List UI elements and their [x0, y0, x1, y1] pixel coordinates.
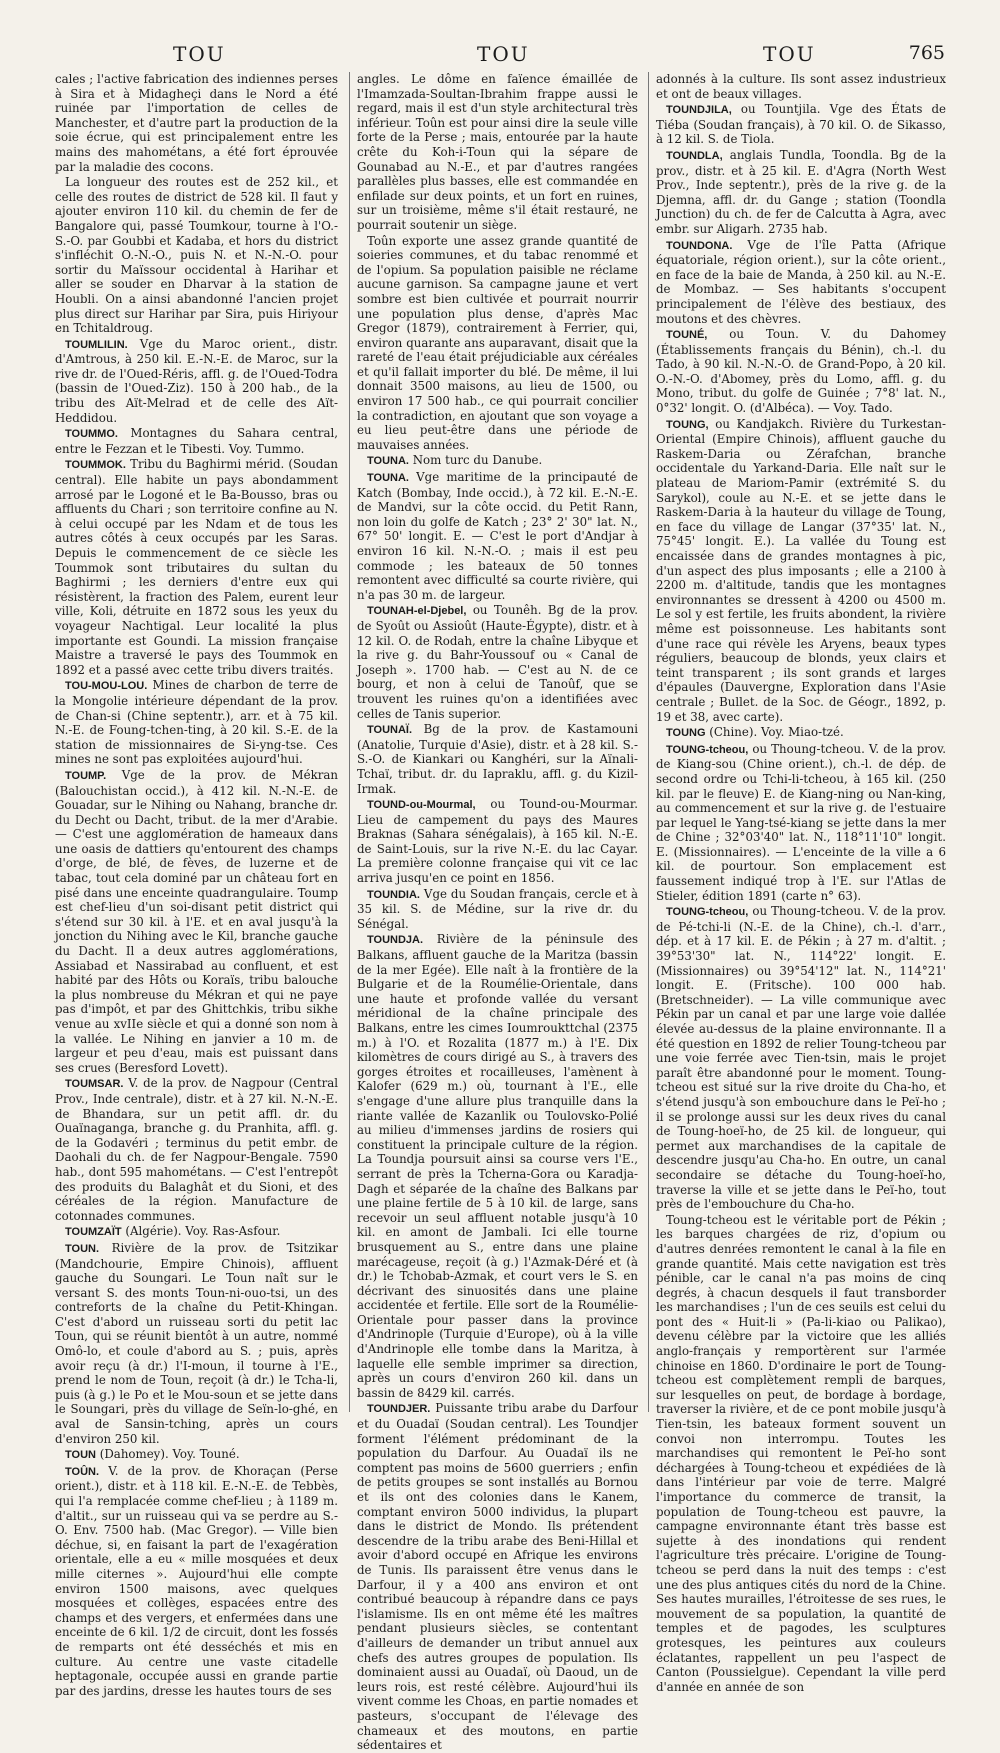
- entry-headword: TOUNDJILA,: [666, 104, 732, 117]
- dictionary-entry: [55, 72, 338, 174]
- entry-text: Rivière de la prov. de Tsitzikar (Mandchourie, Empire Chinois), affluent gauche du Soungari. Le Toun naît sur le versant S. des monts Toun-ni-ouo-tsi, un des contreforts de la chaîne du Petit-Khingan. C'est d'abord un ruisseau sorti du petit lac Toun, qui se réunit bientôt à un autre, nommé Omô-lo, et coule d'abord au S. ; puis, après avoir reçu (à dr.) l'I-moun, il tourne à l'E., prend le nom de Toun, reçoit (à dr.) le Tcha-li, puis (à g.) le Po et le Mou-soun et se jette dans le Soungari, près du village de Seïn-lo-ghé, en aval de Sansin-tching, après un cours d'environ 250 kil.: [55, 1240, 339, 1446]
- dictionary-entry: [656, 725, 946, 741]
- entry-text: Bg de la prov. de Kastamouni (Anatolie, Turquie d'Asie), distr. et à 28 kil. S.-S.-O. de Kiankari ou Kanghéri, sur la Aïnali-Tchaï, tribut. dr. du Iapraklu, affl. g. du Kizil-Irmak.: [357, 722, 638, 796]
- entry-text: ou Tountjila. Vge des États de Tiéba (Soudan français), à 70 kil. O. de Sikasso, à 12 kil. S. de Tiola.: [656, 102, 947, 147]
- dictionary-entry: [55, 768, 338, 1075]
- dictionary-entry: [357, 797, 638, 886]
- entry-headword: TOUNG,: [666, 418, 709, 431]
- entry-text: angles. Le dôme en faïence émaillée de l'Imamzada-Soultan-Ibrahim frappe aussi le regard, mais il est d'un style architectural très inférieur. Toûn est pour ainsi dire la seule ville forte de la Perse ; mais, entourée par la haute crête du Koh-i-Toun qui la sépare de Gounabad au N.-E., et par d'autres rangées parallèles plus basses, elle est commandée en enfilade sur deux points, et un fort en ruines, sur un troisième, même s'il était restauré, ne pourrait soutenir un siège.: [357, 72, 638, 232]
- entry-headword: TOUNG-tcheou,: [666, 906, 749, 919]
- entry-headword: TOUND-ou-Mourmal,: [367, 799, 476, 812]
- entry-text: ou Kandjakch. Rivière du Turkestan-Oriental (Empire Chinois), affluent gauche du Raskem-Daria ou Zérafchan, branche occidentale du Yarkand-Daria. Elle naît sur le plateau de Mariom-Pamir (extrémité S. du Sarykol), coule au N.-E. et se jette dans le Raskem-Daria à la hauteur du village de Toung, en face du village de Langar (37°35' lat. N., 75°45' longit. E.). La vallée du Toung est encaissée dans de grandes montagnes à pic, d'un aspect des plus imposants ; elle a 2100 à 2200 m. d'altitude, tandis que les montagnes environnantes se dressent à 4200 ou 4500 m. Le sol y est fertile, les fruits abondent, la rivière même est poissonneuse. Les habitants sont d'une race qui révèle les Aryens, beaux types réguliers, beaucoup de blonds, yeux clairs et teint transparent ; ils sont grands et larges d'épaules (Dauvergne, Exploration dans l'Asie centrale ; Bullet. de la Soc. de Géogr., 1892, p. 19 et 38, avec carte).: [656, 416, 946, 724]
- dictionary-entry: [357, 470, 638, 602]
- dictionary-entry: [357, 932, 638, 1400]
- entry-text: ou Thoung-tcheou. V. de la prov. de Kiang-sou (Chine orient.), ch.-l. de dép. de second ordre ou Tchi-li-tcheou, à 165 kil. (250 kil. par le fleuve) E. de Kiang-ning ou Nan-king, au commencement et sur la rive g. de l'estuaire par lequel le Yang-tsé-kiang se jette dans la mer de Chine ; 32°03'40" lat. N., 118°11'10" longit. E. (Missionnaires). — L'enceinte de la ville a 6 kil. de pourtour. Son emplacement est faussement indiqué trop à l'E. sur l'Atlas de Stieler, édition 1891 (carte n° 63).: [656, 741, 946, 903]
- entry-headword: TOUMMO.: [65, 428, 118, 441]
- entry-text: (Algérie). Voy. Ras-Asfour.: [125, 1224, 281, 1239]
- column-2: [349, 72, 639, 1753]
- entry-text: Mines de charbon de terre de la Mongolie intérieure dépendant de la prov. de Chan-si (Chine septentr.), arr. et à 75 kil. N.-E. de Foung-tchen-ting, à 20 kil. S.-E. de la station de missionnaires de Si-yng-tse. Ces mines ne sont pas exploitées aujourd'hui.: [55, 678, 338, 767]
- dictionary-entry: [357, 887, 638, 932]
- dictionary-entry: [656, 742, 946, 904]
- entry-text: Tribu du Baghirmi mérid. (Soudan central). Elle habite un pays abondamment arrosé par le Logoné et le Ba-Bousso, bras ou affluents du Chari ; son territoire confine au N. à celui occupé par les Ndam et de tous les autres côtés à ceux occupés par les Saras. Depuis le commencement de ce siècle les Toummok sont tributaires du sultan du Baghirmi ; les derniers d'entre eux qui résistèrent, la fraction des Palem, eurent leur ville, Koli, détruite en 1872 sous les yeux du voyageur Nachtigal. Leur localité la plus importante est Goundi. La mission française Maistre a traversé le pays des Toummok en 1892 et a passé avec cette tribu divers traités.: [55, 457, 339, 677]
- entry-text: ou Toun. V. du Dahomey (Établissements français du Bénin), ch.-l. du Tado, à 90 kil. N.-N.-O. de Grand-Popo, à 20 kil. O.-N.-O. d'Abomey, près du Lomo, affl. g. du Mono, tribut. du golfe de Guinée ; 7°8' lat. N., 0°32' longit. O. (d'Albéca). — Voy. Tado.: [656, 327, 946, 416]
- entry-headword: TOUMZAÏT: [65, 1226, 122, 1239]
- entry-headword: TOÛN.: [65, 1465, 100, 1478]
- entry-text: (Chine). Voy. Miao-tzé.: [709, 725, 844, 740]
- entry-text: Toûn exporte une assez grande quantité de soieries communes, et du tabac renommé et de l'opium. Sa population paisible ne réclame aucune garnison. Sa campagne jaune et vert sombre est bien cultivée et pourrait nourrir une population plus dense, d'après Mac Gregor (1879), contrairement à Ferrier, qui, environ quarante ans auparavant, disait que la rareté de l'eau était préjudiciable aux céréales et qu'il fallait importer du blé. De même, il lui donnait 3500 maisons, au lieu de 1500, ou environ 17 500 hab., ce qui pourrait concilier la contradiction, en ajoutant que son voyage a eu lieu peut-être dans une période de mauvaises années.: [357, 233, 638, 452]
- entry-text: adonnés à la culture. Ils sont assez industrieux et ont de beaux villages.: [656, 72, 946, 101]
- entry-text: Puissante tribu arabe du Darfour et du Ouadaï (Soudan central). Les Toundjer forment l'élément prédominant de la population du Darfour. Au Ouadaï ils ne comptent pas moins de 5600 guerriers ; enfin de petits groupes se sont installés au Bornou et ils ont des colonies dans le Kanem, comptant environ 5000 individus, la plupart dans le district de Mondo. Ils prétendent descendre de la tribu arabe des Beni-Hillal et avoir d'abord occupé en Afrique les environs de Tunis. Ils paraissent être venus dans le Darfour, il y a 400 ans environ et ont contribué beaucoup à répandre dans ce pays l'islamisme. Ils en ont même été les maîtres pendant plusieurs siècles, se contentant d'ailleurs de demander un tribut annuel aux chefs des autres groupes de population. Ils dominaient aussi au Ouadaï, où Daoud, un de leurs rois, est resté célèbre. Aujourd'hui ils vivent comme les Choas, en partie nomades et pasteurs, s'occupant de l'élevage des chameaux et des moutons, en partie sédentaires et: [357, 1401, 639, 1753]
- entry-headword: TOUNDIA.: [367, 888, 420, 901]
- entry-headword: TOUNDLA,: [666, 149, 723, 162]
- dictionary-entry: [55, 426, 338, 456]
- entry-headword: TOUNAÏ.: [367, 724, 413, 737]
- entry-headword: TOUNA.: [367, 472, 409, 485]
- dictionary-entry: [55, 1464, 338, 1699]
- dictionary-entry: [357, 72, 638, 233]
- entry-headword: TOUMLILIN.: [65, 338, 128, 351]
- entry-headword: TOUNA.: [367, 455, 409, 468]
- entry-headword: TOUNÉ,: [666, 329, 708, 342]
- entry-text: Vge du Soudan français, cercle et à 35 kil. S. de Médine, sur la rive dr. du Sénégal.: [357, 886, 638, 931]
- dictionary-entry: [55, 175, 338, 336]
- dictionary-entry: [656, 72, 946, 101]
- entry-headword: TOUMMOK.: [65, 459, 126, 472]
- dictionary-entry: [357, 1401, 638, 1752]
- dictionary-entry: [656, 148, 946, 237]
- entry-text: Rivière de la péninsule des Balkans, affluent gauche de la Maritza (bassin de la mer Egée). Elle naît à la frontière de la Bulgarie et de la Roumélie-Orientale, dans une haute et profonde vallée du versant méridional de la chaîne principale des Balkans, entre les cimes Ioumroukttchal (2375 m.) à l'O. et Rozalita (1877 m.) à l'E. Dix kilomètres de cours dirigé au S., à travers des gorges étroites et rocailleuses, l'amènent à Kalofer (629 m.) où, tournant à l'E., elle s'engage d'une allure plus tranquille dans la riante vallée de Kazanlik ou Toulovsko-Polié au milieu d'immenses jardins de rosiers qui constituent la principale culture de la région. La Toundja poursuit ainsi sa course vers l'E., serrant de près la Tcherna-Gora ou Karadja-Dagh et séparée de la chaîne des Balkans par une plaine fertile de 5 à 10 kil. de large, sans recevoir un seul affluent notable jusqu'à 10 kil. en amont de Jambali. Ici elle tourne brusquement au S., entre dans une plaine marécageuse, reçoit (à g.) l'Azmak-Déré et (à dr.) le Tchobab-Azmak, et court vers le S. en décrivant des sinuosités dans une plaine accidentée et fertile. Elle sort de la Roumélie-Orientale pour passer dans la province d'Andrinople (Turquie d'Europe), où à la ville d'Andrinople elle tombe dans la Maritza, à laquelle elle semble imprimer sa direction, après un cours d'environ 260 kil. dans un bassin de 8429 kil. carrés.: [357, 932, 638, 1400]
- text-columns: [55, 72, 947, 1753]
- header-center-word: TOU: [477, 42, 530, 66]
- running-header: [55, 42, 945, 68]
- column-3: [648, 72, 947, 1694]
- header-left-word: TOU: [173, 42, 226, 66]
- entry-text: anglais Tundla, Toondla. Bg de la prov., distr. et à 25 kil. E. d'Agra (North West Prov., Inde septentr.), près de la rive g. de la Djemna, affl. dr. du Gange ; station (Toondla Junction) du ch. de fer de Calcutta à Agra, avec embr. sur Aligarh. 2735 hab.: [656, 147, 946, 236]
- entry-headword: TOUN: [65, 1449, 96, 1462]
- entry-text: V. de la prov. de Khoraçan (Perse orient.), distr. et à 118 kil. E.-N.-E. de Tebbès, qui l'a remplacée comme chef-lieu ; à 1189 m. d'altit., sur un ruisseau qui va se perdre au S.-O. Env. 7500 hab. (Mac Gregor). — Ville bien déchue, si, en faisant la part de l'exagération orientale, elle a eu « mille mosquées et deux mille citernes ». Aujourd'hui elle compte environ 1500 maisons, avec quelques mosquées et collèges, espacées entre des champs et des vergers, et enfermées dans une enceinte de 6 kil. 1/2 de circuit, dont les fossés de remparts ont été desséchés et mis en culture. Au centre une vaste citadelle heptagonale, occupée aussi en grande partie par des jardins, dresse les hautes tours de ses: [55, 1463, 338, 1698]
- dictionary-entry: [656, 327, 946, 416]
- entry-text: Montagnes du Sahara central, entre le Fezzan et le Tibesti. Voy. Tummo.: [55, 426, 338, 456]
- dictionary-entry: [55, 457, 338, 677]
- entry-headword: TOUMSAR.: [65, 1078, 124, 1091]
- entry-headword: TOUNAH-el-Djebel,: [367, 605, 467, 618]
- page-number: 765: [908, 42, 945, 64]
- dictionary-entry: [656, 1213, 946, 1695]
- header-right-word: TOU: [763, 42, 816, 66]
- entry-headword: TOUNDJER.: [367, 1403, 431, 1416]
- dictionary-entry: [55, 1241, 338, 1446]
- entry-headword: TOUNDJA.: [367, 934, 424, 947]
- entry-text: ou Tounêh. Bg de la prov. de Syoût ou Assioût (Haute-Égypte), distr. et à 12 kil. O. de Rodah, entre la chaîne Libyque et la rive g. du Bahr-Youssouf ou « Canal de Joseph ». 1700 hab. — C'est au N. de ce bourg, et non à celui de Tanoûf, que se trouvent les ruines qu'on a identifiées avec celles de Tanis superior.: [357, 603, 638, 721]
- entry-text: Vge maritime de la principauté de Katch (Bombay, Inde occid.), à 72 kil. E.-N.-E. de Mandvi, sur la côte occid. du Petit Rann, non loin du golfe de Katch ; 23° 2' 30" lat. N., 67° 50' longit. E. — C'est le port d'Andjar à environ 16 kil. N.-N.-O. ; mais il est peu commode ; les bateaux de 50 tonnes remontent avec difficulté sa courte rivière, qui n'a pas 30 m. de largeur.: [357, 470, 638, 602]
- dictionary-entry: [656, 102, 946, 147]
- entry-headword: TOUNG: [666, 727, 706, 740]
- column-1: [55, 72, 339, 1698]
- dictionary-entry: [357, 453, 638, 469]
- entry-text: Vge de l'île Patta (Afrique équatoriale, région orient.), sur la côte orient., en face de la baie de Manda, à 250 kil. au N.-E. de Mombaz. — Ses habitants s'occupent principalement de l'élève des bestiaux, des moutons et des chèvres.: [656, 237, 946, 326]
- dictionary-entry: [656, 417, 946, 724]
- dictionary-entry: [55, 1224, 338, 1240]
- entry-text: V. de la prov. de Nagpour (Central Prov., Inde centrale), distr. et à 27 kil. N.-N.-E. de Bhandara, sur un petit affl. dr. du Ouaïnaganga, branche g. du Pranhita, affl. g. de la Godavéri ; terminus du petit embr. de Daohali du ch. de fer Nagpour-Bengale. 7590 hab., dont 595 mahométans. — C'est l'entrepôt des produits du Balaghât et du Sioni, et des céréales de la région. Manufacture de cotonnades communes.: [55, 1076, 339, 1223]
- entry-text: cales ; l'active fabrication des indiennes perses à Sira et à Midagheçi dans le Nord a été ruinée par l'importation de celles de Manchester, et d'autre part la production de la soie écrue, qui est principalement entre les mains des mahométans, a été fort éprouvée par la maladie des cocons.: [55, 72, 338, 174]
- entry-headword: TOUMP.: [65, 769, 107, 782]
- dictionary-entry: [656, 238, 946, 327]
- entry-headword: TOUN.: [65, 1242, 100, 1255]
- entry-text: (Dahomey). Voy. Touné.: [99, 1447, 240, 1462]
- dictionary-entry: [55, 337, 338, 426]
- entry-headword: TOU-MOU-LOU.: [65, 680, 148, 693]
- dictionary-entry: [357, 234, 638, 453]
- entry-headword: TOUNG-tcheou,: [666, 743, 749, 756]
- entry-text: Nom turc du Danube.: [412, 453, 543, 468]
- entry-text: Toung-tcheou est le véritable port de Pékin ; les barques chargées de riz, d'opium ou d'autres denrées remontent le canal à la file en grande quantité. Mais cette navigation est très pénible, car le canal n'a pas moins de cinq degrés, à chacun desquels il faut transborder les marchandises ; l'un de ces seuils est celui du pont des « Huit-li » (Pa-li-kiao ou Palikao), devenu célèbre par la victoire que les alliés anglo-français y remportèrent sur l'armée chinoise en 1860. D'ordinaire le port de Toung-tcheou est complètement rempli de barques, sur lesquelles on peut, de bordage à bordage, traverser la rivière, et de ce pont mobile jusqu'à Tien-tsin, les bateaux forment souvent un convoi non interrompu. Toutes les marchandises qui remontent le Peï-ho sont déchargées à Toung-tcheou et expédiées de là dans l'intérieur par voie de terre. Malgré l'importance du commerce de transit, la population de Toung-tcheou est pauvre, la campagne environnante étant très basse est sujette à des inondations qui rendent l'agriculture très précaire. L'origine de Toung-tcheou se perd dans la nuit des temps : c'est une des plus antiques cités du nord de la Chine. Ses hautes murailles, l'étroitesse de ses rues, le mouvement de sa population, la quantité de temples et de pagodes, les sculptures grotesques, les peintures aux couleurs éclatantes, rappellent un peu l'aspect de Canton (Poussielgue). Cependant la ville perd d'année en année de son: [656, 1212, 946, 1694]
- entry-headword: TOUNDONA.: [666, 239, 733, 252]
- entry-text: ou Thoung-tcheou. V. de la prov. de Pé-tchi-li (N.-E. de la Chine), ch.-l. d'arr., dép. et à 17 kil. E. de Pékin ; à 27 m. d'altit. ; 39°53'30" lat. N., 114°22' longit. E. (Missionnaires) ou 39°54'12" lat. N., 114°21' longit. E. (Fritsche). 100 000 hab. (Bretschneider). — La ville communique avec Pékin par un canal et par une large voie dallée élevée au-dessus de la plaine environnante. Il a été question en 1892 de relier Toung-tcheou par une voie ferrée avec Tien-tsin, mais le projet paraît être abandonné pour le moment. Toung-tcheou est situé sur la rive droite du Cha-ho, et s'étend jusqu'à son embouchure dans le Peï-ho ; il se prolonge aussi sur les deux rives du canal de Toung-hoeï-ho, de 25 kil. de longueur, qui permet aux marchandises de la capitale de descendre jusqu'au Cha-ho. En outre, un canal secondaire se détache du Toung-hoeï-ho, traverse la ville et se jette dans le Peï-ho, tout près de l'embouchure du Cha-ho.: [656, 904, 946, 1212]
- dictionary-entry: [656, 904, 946, 1211]
- entry-text: La longueur des routes est de 252 kil., et celle des routes de district de 528 kil. Il faut y ajouter environ 110 kil. du chemin de fer de Bangalore qui, passé Toumkour, tourne à l'O.-S.-O. par Goubbi et Kadaba, et hors du district s'infléchit O.-N.-O., puis N. et N.-N.-O. pour sortir du Maïssour occidental à Harihar et aller se souder en Dharvar à la station de Houbli. On a ainsi abandonné l'ancien projet plus direct sur Harihar par Sira, puis Hiriyour en Tchitaldroug.: [55, 175, 338, 336]
- entry-text: Vge du Maroc orient., distr. d'Amtrous, à 250 kil. E.-N.-E. de Maroc, sur la rive dr. de l'Oued-Réris, affl. g. de l'Oued-Todra (bassin de l'Oued-Ziz). 150 à 200 hab., de la tribu des Aït-Melrad et de celle des Aït-Heddidou.: [55, 336, 338, 425]
- dictionary-entry: [55, 1076, 338, 1223]
- dictionary-entry: [55, 678, 338, 767]
- dictionary-entry: [55, 1447, 338, 1463]
- dictionary-entry: [357, 603, 638, 721]
- entry-text: Vge de la prov. de Mékran (Balouchistan occid.), à 412 kil. N.-N.-E. de Gouadar, sur le Nihing ou Nahang, branche dr. du Decht ou Dacht, tribut. de la mer d'Arabie. — C'est une agglomération de hameaux dans une oasis de dattiers qu'entourent des champs d'orge, de blé, de fèves, de luzerne et de tabac, tout cela dominé par un château fort en pisé dans une enceinte quadrangulaire. Toump est chef-lieu d'un soi-disant petit district qui s'étend sur 30 kil. à l'E. et en aval jusqu'à la jonction du Nihing avec le Kil, branche gauche du Dacht. Il a deux autres agglomérations, Assiabad et Nassirabad au confluent, et est habité par des Hôts ou Koraïs, tribu balouche la plus nombreuse du Mékran et qui ne paye pas d'impôt, et par des Ghittchkis, tribu sikhe venue au xvIIe siècle et qui a donné son nom à la vallée. Le Nihing en janvier a 10 m. de largeur et peu d'eau, mais est puissant dans ses crues (Beresford Lovett).: [55, 767, 339, 1075]
- dictionary-entry: [357, 722, 638, 796]
- entry-text: ou Tound-ou-Mourmar. Lieu de campement du pays des Maures Braknas (Sahara sénégalais), à 165 kil. N.-E. de Saint-Louis, sur la rive N.-E. du lac Cayar. La première colonne française qui vit ce lac arriva jusqu'en ce point en 1856.: [357, 797, 639, 886]
